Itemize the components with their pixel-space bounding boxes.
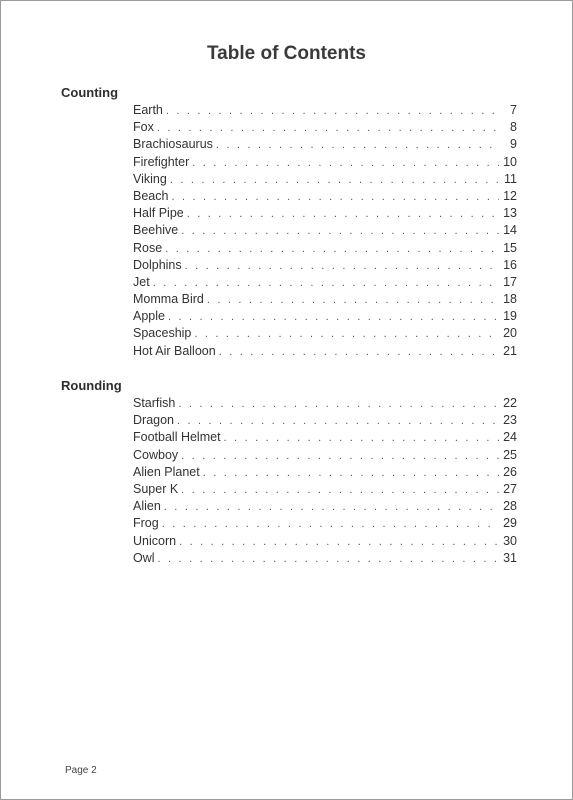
- toc-entry-page-number: 22: [503, 396, 517, 410]
- dot-leader: [170, 172, 499, 189]
- toc-entry-page-number: 23: [503, 413, 517, 428]
- toc-entry-label: Fox: [133, 120, 154, 135]
- toc-entry-page-number: 18: [503, 292, 517, 307]
- section-heading-counting: Counting: [61, 85, 119, 100]
- toc-entry: [133, 429, 517, 446]
- toc-entry: [133, 412, 517, 429]
- dot-leader: [157, 120, 499, 137]
- page-title: Table of Contents: [206, 43, 367, 64]
- toc-entry-label: Unicorn: [133, 533, 177, 548]
- dot-leader: [177, 413, 499, 430]
- toc-entry-page-number: 19: [503, 309, 517, 324]
- toc-entry-page-number: 12: [503, 188, 517, 203]
- toc-entry-label: Frog: [133, 516, 159, 531]
- dot-leader: [164, 499, 499, 516]
- toc-entry-label: Dolphins: [133, 257, 182, 272]
- page-number-footer: Page 2: [65, 765, 97, 776]
- toc-entry: [133, 343, 517, 360]
- toc-entry-label: Earth: [133, 103, 163, 117]
- toc-entry-page-number: 30: [503, 533, 517, 548]
- toc-entry-page-number: 20: [503, 326, 517, 341]
- toc-entry: [133, 533, 517, 550]
- toc-entry-page-number: 24: [503, 430, 517, 445]
- dot-leader: [185, 258, 499, 275]
- toc-entry: [133, 325, 517, 342]
- dot-leader: [192, 155, 499, 172]
- toc-entry-page-number: 11: [504, 171, 517, 186]
- dot-leader: [187, 206, 499, 223]
- toc-entry-label: Alien Planet: [133, 464, 200, 479]
- toc-entry: [133, 515, 517, 532]
- toc-entry: [133, 498, 517, 515]
- toc-entry-page-number: 15: [503, 240, 517, 255]
- dot-leader: [162, 516, 499, 533]
- dot-leader: [216, 137, 499, 154]
- dot-leader: [178, 396, 499, 413]
- toc-entry: [133, 447, 517, 464]
- dot-leader: [194, 326, 499, 343]
- toc-entry: [133, 481, 517, 498]
- toc-entry-page-number: 7: [510, 103, 517, 117]
- toc-entry-label: Brachiosaurus: [133, 137, 213, 152]
- toc-entry-label: Apple: [133, 309, 165, 324]
- dot-leader: [181, 223, 499, 240]
- toc-entry: [133, 291, 517, 308]
- dot-leader: [207, 292, 499, 309]
- toc-entry-label: Beehive: [133, 223, 179, 238]
- toc-entry: [133, 550, 517, 567]
- toc-entry-page-number: 17: [503, 274, 517, 289]
- toc-entry-page-number: 16: [503, 257, 517, 272]
- toc-entry-label: Spaceship: [133, 326, 192, 341]
- toc-entry-page-number: 10: [503, 154, 517, 169]
- toc-entry-page-number: 28: [503, 499, 517, 514]
- toc-entry-page-number: 13: [503, 206, 517, 221]
- dot-leader: [166, 103, 499, 120]
- toc-entry-label: Momma Bird: [133, 292, 204, 307]
- toc-entry-page-number: 9: [510, 137, 517, 152]
- toc-entry: [133, 222, 517, 239]
- toc-entry: [133, 102, 517, 119]
- dot-leader: [165, 241, 499, 258]
- toc-entry-label: Alien: [133, 499, 161, 514]
- toc-entry: [133, 464, 517, 481]
- toc-entry: [133, 154, 517, 171]
- toc-entry-label: Beach: [133, 188, 169, 203]
- dot-leader: [181, 482, 499, 499]
- toc-entry-label: Starfish: [133, 396, 176, 410]
- toc-entry: [133, 395, 517, 412]
- dot-leader: [171, 189, 499, 206]
- toc-entry-label: Half Pipe: [133, 206, 184, 221]
- toc-entry: [133, 119, 517, 136]
- toc-list-counting: [133, 102, 517, 360]
- toc-entry-page-number: 27: [503, 481, 517, 496]
- toc-entry-page-number: 26: [503, 464, 517, 479]
- dot-leader: [203, 465, 499, 482]
- toc-entry-label: Firefighter: [133, 154, 190, 169]
- toc-entry-label: Hot Air Balloon: [133, 343, 216, 358]
- toc-entry-label: Owl: [133, 550, 155, 565]
- dot-leader: [179, 534, 499, 551]
- dot-leader: [153, 275, 499, 292]
- toc-entry: [133, 205, 517, 222]
- toc-entry-page-number: 14: [503, 223, 517, 238]
- toc-entry-label: Rose: [133, 240, 163, 255]
- toc-entry-label: Jet: [133, 274, 150, 289]
- section-heading-rounding: Rounding: [61, 378, 122, 393]
- toc-entry-page-number: 25: [503, 447, 517, 462]
- toc-list-rounding: [133, 395, 517, 567]
- toc-entry: [133, 240, 517, 257]
- toc-entry: [133, 257, 517, 274]
- toc-entry: [133, 188, 517, 205]
- dot-leader: [224, 430, 499, 447]
- toc-entry-page-number: 8: [510, 120, 517, 135]
- toc-entry-page-number: 29: [503, 516, 517, 531]
- toc-entry: [133, 136, 517, 153]
- toc-entry: [133, 171, 517, 188]
- dot-leader: [168, 309, 499, 326]
- dot-leader: [219, 344, 499, 361]
- dot-leader: [181, 448, 499, 465]
- toc-entry-page-number: 21: [503, 343, 517, 358]
- toc-entry-label: Football Helmet: [133, 430, 221, 445]
- toc-entry-page-number: 31: [503, 550, 517, 565]
- toc-entry-label: Super K: [133, 481, 179, 496]
- toc-entry: [133, 274, 517, 291]
- toc-entry-label: Dragon: [133, 413, 174, 428]
- dot-leader: [158, 551, 499, 568]
- toc-entry: [133, 308, 517, 325]
- toc-entry-label: Viking: [133, 171, 167, 186]
- toc-entry-label: Cowboy: [133, 447, 179, 462]
